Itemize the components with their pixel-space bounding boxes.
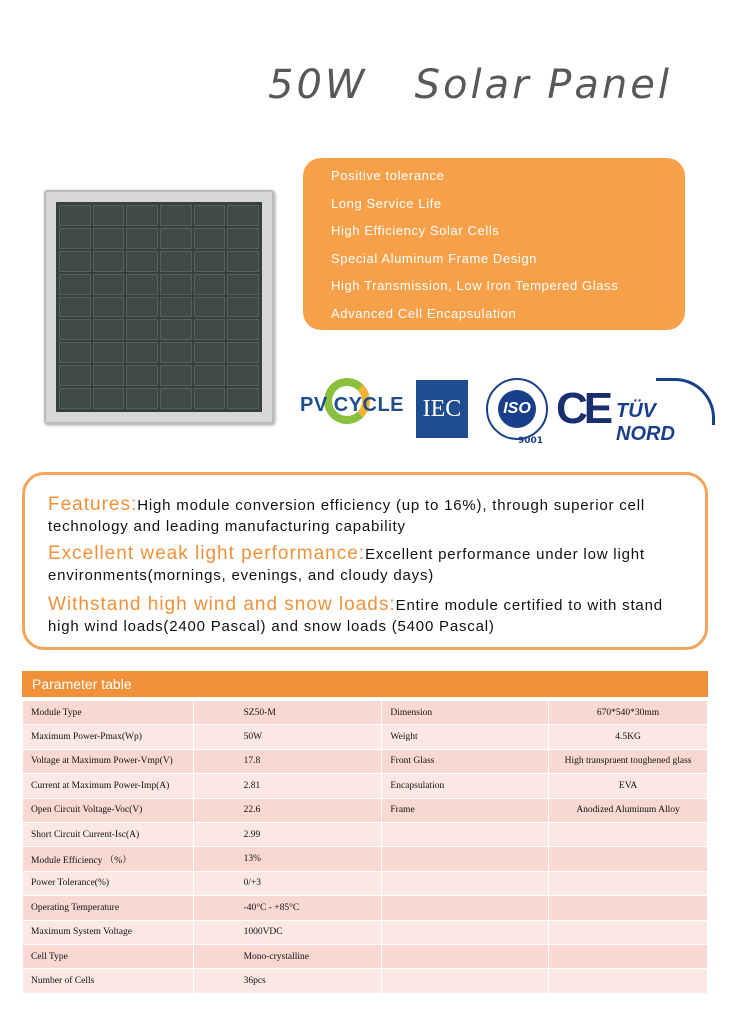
solar-cell (194, 365, 226, 386)
table-row (23, 920, 708, 944)
table-cell: SZ50-M (193, 701, 382, 725)
solar-cell (227, 274, 259, 295)
solar-cell (59, 228, 91, 249)
solar-cell (227, 297, 259, 318)
solar-cell (59, 297, 91, 318)
solar-cell (126, 388, 158, 409)
table-cell (549, 847, 708, 871)
solar-cell (59, 319, 91, 340)
solar-cell (93, 342, 125, 363)
solar-cell (160, 342, 192, 363)
table-cell: Number of Cells (23, 969, 194, 993)
tuv-nord-logo: TÜV NORD (616, 400, 675, 445)
solar-cell (194, 228, 226, 249)
description-wind-snow: Withstand high wind and snow loads:Entire module certified to with stand high wind loads(2400 Pascal) and snow loads (5400 Pascal) (48, 594, 663, 635)
solar-cell (126, 205, 158, 226)
table-row (23, 749, 708, 773)
table-cell: 36pcs (193, 969, 382, 993)
feature-item: High Efficiency Solar Cells (331, 223, 500, 239)
table-row (23, 798, 708, 822)
solar-cell (93, 388, 125, 409)
solar-cell (126, 251, 158, 272)
table-cell (382, 847, 549, 871)
table-cell: Current at Maximum Power-Imp(A) (23, 774, 194, 798)
solar-cell (227, 228, 259, 249)
table-cell: Encapsulation (382, 774, 549, 798)
table-cell: 4.5KG (549, 725, 708, 749)
page-title: 50W Solar Panel (268, 62, 672, 108)
solar-cell (227, 319, 259, 340)
table-cell: -40°C - +85°C (193, 896, 382, 920)
solar-panel-image (44, 190, 274, 424)
solar-cell (227, 251, 259, 272)
solar-cell (194, 388, 226, 409)
solar-cell (59, 274, 91, 295)
solar-cell (93, 228, 125, 249)
table-row (23, 847, 708, 871)
solar-cell (194, 274, 226, 295)
solar-cell (126, 297, 158, 318)
table-cell: Maximum System Voltage (23, 920, 194, 944)
table-cell: 670*540*30mm (549, 701, 708, 725)
feature-item: Special Aluminum Frame Design (331, 250, 537, 266)
pv-cycle-logo: PV CYCLE (300, 378, 405, 438)
solar-cell (93, 297, 125, 318)
solar-cell (227, 388, 259, 409)
table-cell (382, 871, 549, 895)
table-row (23, 822, 708, 846)
solar-cell (160, 297, 192, 318)
parameter-table-title: Parameter table (22, 671, 708, 697)
table-row (23, 701, 708, 725)
table-cell: Module Efficiency （%） (23, 847, 194, 871)
table-row (23, 774, 708, 798)
table-row (23, 896, 708, 920)
solar-cell (160, 274, 192, 295)
iso-number: 9001 (518, 436, 544, 446)
table-cell: Cell Type (23, 944, 194, 968)
table-cell: Frame (382, 798, 549, 822)
table-cell (549, 896, 708, 920)
table-cell (549, 920, 708, 944)
table-cell: 2.99 (193, 822, 382, 846)
solar-cell (160, 205, 192, 226)
feature-item: Long Service Life (331, 195, 442, 211)
solar-cell (59, 342, 91, 363)
solar-cell (126, 365, 158, 386)
table-cell: Anodized Aluminum Alloy (549, 798, 708, 822)
solar-cell (160, 388, 192, 409)
table-cell: 0/+3 (193, 871, 382, 895)
solar-cell (227, 205, 259, 226)
table-cell: Maximum Power-Pmax(Wp) (23, 725, 194, 749)
solar-cell (160, 251, 192, 272)
table-cell (549, 944, 708, 968)
solar-cell (93, 319, 125, 340)
table-cell (549, 822, 708, 846)
table-cell: Front Glass (382, 749, 549, 773)
feature-item: Advanced Cell Encapsulation (331, 305, 517, 321)
solar-cell (227, 342, 259, 363)
ce-logo: CE (556, 384, 610, 433)
table-cell: Dimension (382, 701, 549, 725)
solar-cell (93, 251, 125, 272)
iec-logo: IEC (416, 380, 468, 438)
table-cell: 13% (193, 847, 382, 871)
table-cell: Open Circuit Voltage-Voc(V) (23, 798, 194, 822)
table-cell (382, 944, 549, 968)
feature-item: High Transmission, Low Iron Tempered Glass (331, 278, 619, 294)
solar-cell (194, 297, 226, 318)
solar-cell (59, 251, 91, 272)
solar-cell (126, 274, 158, 295)
solar-cell (93, 205, 125, 226)
solar-cell (59, 365, 91, 386)
table-cell (382, 896, 549, 920)
table-cell: Weight (382, 725, 549, 749)
table-cell (549, 969, 708, 993)
description-weak-light: Excellent weak light performance:Excellent performance under low light environments(mornings, evenings, and cloudy days) (48, 543, 645, 584)
solar-cell (59, 205, 91, 226)
solar-cell (160, 228, 192, 249)
solar-cell (194, 205, 226, 226)
solar-cell (160, 365, 192, 386)
solar-cell (194, 251, 226, 272)
iso-logo: ISO (486, 378, 548, 440)
solar-cell (160, 319, 192, 340)
table-cell (382, 969, 549, 993)
table-cell: 50W (193, 725, 382, 749)
solar-cell (93, 365, 125, 386)
certification-logos (300, 378, 710, 448)
solar-cell (59, 388, 91, 409)
table-cell: Short Circuit Current-Isc(A) (23, 822, 194, 846)
table-cell (549, 871, 708, 895)
table-cell: High transpraent toughened glass (549, 749, 708, 773)
parameter-table (22, 700, 708, 994)
feature-item: Positive tolerance (331, 168, 445, 183)
table-cell: EVA (549, 774, 708, 798)
solar-cell (126, 228, 158, 249)
table-cell: Mono-crystalline (193, 944, 382, 968)
table-cell: Module Type (23, 701, 194, 725)
table-row (23, 871, 708, 895)
features-box (303, 158, 685, 330)
solar-cell (126, 342, 158, 363)
table-cell: 17.8 (193, 749, 382, 773)
solar-cell (126, 319, 158, 340)
table-row (23, 969, 708, 993)
table-cell (382, 920, 549, 944)
table-cell: 22.6 (193, 798, 382, 822)
table-cell (382, 822, 549, 846)
solar-cell (194, 319, 226, 340)
solar-cell (194, 342, 226, 363)
table-row (23, 725, 708, 749)
table-row (23, 944, 708, 968)
table-cell: 1000VDC (193, 920, 382, 944)
table-cell: 2.81 (193, 774, 382, 798)
solar-cell (227, 365, 259, 386)
table-cell: Power Tolerance(%) (23, 871, 194, 895)
solar-cell (93, 274, 125, 295)
description-features: Features:High module conversion efficiency (up to 16%), through superior cell technology and leading manufacturing capability (48, 494, 645, 535)
table-cell: Voltage at Maximum Power-Vmp(V) (23, 749, 194, 773)
table-cell: Operating Temperature (23, 896, 194, 920)
